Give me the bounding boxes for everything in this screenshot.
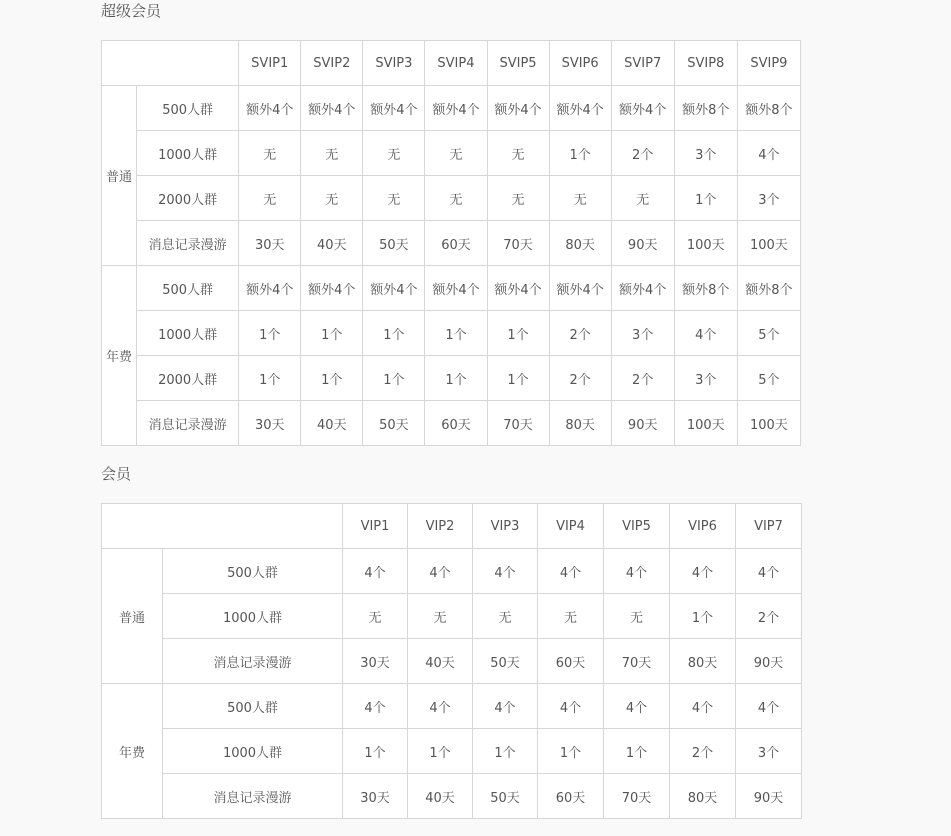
column-header: SVIP6 bbox=[549, 41, 611, 86]
table-cell: 1个 bbox=[425, 311, 487, 356]
table-cell: 70天 bbox=[604, 774, 670, 819]
table-cell: 4个 bbox=[473, 549, 538, 594]
row-label: 2000人群 bbox=[137, 356, 239, 401]
row-label: 500人群 bbox=[163, 684, 343, 729]
row-label: 1000人群 bbox=[137, 131, 239, 176]
table-cell: 40天 bbox=[408, 774, 473, 819]
table-cell: 30天 bbox=[343, 774, 408, 819]
table-row bbox=[102, 401, 801, 446]
table-cell: 3个 bbox=[611, 311, 674, 356]
table-cell: 额外4个 bbox=[425, 86, 487, 131]
table-cell: 100天 bbox=[737, 221, 800, 266]
table-cell: 70天 bbox=[487, 221, 549, 266]
table-cell: 50天 bbox=[473, 774, 538, 819]
table-cell: 1个 bbox=[487, 311, 549, 356]
table-cell: 额外4个 bbox=[549, 266, 611, 311]
row-label: 1000人群 bbox=[163, 729, 343, 774]
table-cell: 无 bbox=[549, 176, 611, 221]
row-label: 500人群 bbox=[137, 86, 239, 131]
table-cell: 无 bbox=[301, 176, 363, 221]
table-cell: 1个 bbox=[239, 356, 301, 401]
column-header: SVIP8 bbox=[674, 41, 737, 86]
column-header: SVIP5 bbox=[487, 41, 549, 86]
table-cell: 1个 bbox=[425, 356, 487, 401]
table-cell: 额外4个 bbox=[239, 266, 301, 311]
svip-table bbox=[101, 40, 801, 446]
table-cell: 额外8个 bbox=[674, 86, 737, 131]
table-cell: 无 bbox=[239, 176, 301, 221]
table-cell: 4个 bbox=[408, 684, 473, 729]
table-cell: 4个 bbox=[670, 549, 736, 594]
table-cell: 1个 bbox=[301, 356, 363, 401]
table-row bbox=[102, 86, 801, 131]
table-cell: 1个 bbox=[363, 311, 425, 356]
table-cell: 30天 bbox=[343, 639, 408, 684]
table-cell: 无 bbox=[538, 594, 604, 639]
table-cell: 额外8个 bbox=[674, 266, 737, 311]
table-cell: 额外4个 bbox=[611, 266, 674, 311]
table-cell: 60天 bbox=[425, 221, 487, 266]
table-cell: 1个 bbox=[604, 729, 670, 774]
table-cell: 1个 bbox=[674, 176, 737, 221]
column-header: VIP1 bbox=[343, 504, 408, 549]
table-cell: 1个 bbox=[363, 356, 425, 401]
column-header: SVIP1 bbox=[239, 41, 301, 86]
table-cell: 4个 bbox=[343, 549, 408, 594]
column-header: VIP5 bbox=[604, 504, 670, 549]
group-label: 普通 bbox=[102, 86, 137, 266]
table-cell: 无 bbox=[487, 176, 549, 221]
table-cell: 70天 bbox=[604, 639, 670, 684]
table-cell: 5个 bbox=[737, 311, 800, 356]
table-cell: 额外4个 bbox=[363, 86, 425, 131]
table-cell: 额外4个 bbox=[301, 86, 363, 131]
table-cell: 90天 bbox=[611, 221, 674, 266]
group-label: 年费 bbox=[102, 684, 163, 819]
table-cell: 1个 bbox=[343, 729, 408, 774]
table-cell: 额外4个 bbox=[611, 86, 674, 131]
header-row bbox=[102, 504, 802, 549]
table-cell: 额外4个 bbox=[301, 266, 363, 311]
table-row bbox=[102, 311, 801, 356]
table-cell: 4个 bbox=[736, 684, 802, 729]
table-row bbox=[102, 774, 802, 819]
group-label: 普通 bbox=[102, 549, 163, 684]
table-row bbox=[102, 131, 801, 176]
table-cell: 无 bbox=[473, 594, 538, 639]
table-cell: 1个 bbox=[487, 356, 549, 401]
table-cell: 90天 bbox=[611, 401, 674, 446]
table-row bbox=[102, 221, 801, 266]
row-label: 500人群 bbox=[163, 549, 343, 594]
table-cell: 60天 bbox=[538, 774, 604, 819]
table-cell: 无 bbox=[363, 131, 425, 176]
corner-cell bbox=[102, 41, 239, 86]
svip-section-title: 超级会员 bbox=[101, 2, 162, 20]
group-label: 年费 bbox=[102, 266, 137, 446]
table-cell: 额外4个 bbox=[363, 266, 425, 311]
column-header: SVIP3 bbox=[363, 41, 425, 86]
table-cell: 额外4个 bbox=[487, 86, 549, 131]
row-label: 消息记录漫游 bbox=[163, 774, 343, 819]
table-cell: 2个 bbox=[611, 356, 674, 401]
corner-cell bbox=[102, 504, 343, 549]
table-cell: 无 bbox=[487, 131, 549, 176]
row-label: 消息记录漫游 bbox=[137, 401, 239, 446]
vip-section-title: 会员 bbox=[101, 465, 132, 483]
column-header: SVIP9 bbox=[737, 41, 800, 86]
row-label: 1000人群 bbox=[163, 594, 343, 639]
table-cell: 4个 bbox=[737, 131, 800, 176]
row-label: 消息记录漫游 bbox=[163, 639, 343, 684]
table-cell: 50天 bbox=[363, 401, 425, 446]
table-cell: 100天 bbox=[674, 401, 737, 446]
table-cell: 4个 bbox=[736, 549, 802, 594]
table-cell: 1个 bbox=[549, 131, 611, 176]
table-row bbox=[102, 356, 801, 401]
row-label: 2000人群 bbox=[137, 176, 239, 221]
table-cell: 80天 bbox=[670, 639, 736, 684]
table-cell: 1个 bbox=[239, 311, 301, 356]
column-header: SVIP4 bbox=[425, 41, 487, 86]
table-cell: 4个 bbox=[538, 684, 604, 729]
table-cell: 额外4个 bbox=[549, 86, 611, 131]
table-cell: 3个 bbox=[737, 176, 800, 221]
table-cell: 3个 bbox=[736, 729, 802, 774]
table-cell: 4个 bbox=[538, 549, 604, 594]
table-row bbox=[102, 266, 801, 311]
table-cell: 无 bbox=[301, 131, 363, 176]
column-header: VIP7 bbox=[736, 504, 802, 549]
table-cell: 50天 bbox=[473, 639, 538, 684]
table-cell: 60天 bbox=[425, 401, 487, 446]
table-cell: 1个 bbox=[538, 729, 604, 774]
table-cell: 5个 bbox=[737, 356, 800, 401]
table-cell: 4个 bbox=[604, 549, 670, 594]
table-cell: 4个 bbox=[408, 549, 473, 594]
table-row bbox=[102, 594, 802, 639]
vip-table bbox=[101, 503, 802, 819]
table-cell: 90天 bbox=[736, 639, 802, 684]
table-row bbox=[102, 684, 802, 729]
table-cell: 2个 bbox=[670, 729, 736, 774]
column-header: SVIP2 bbox=[301, 41, 363, 86]
row-label: 1000人群 bbox=[137, 311, 239, 356]
column-header: VIP6 bbox=[670, 504, 736, 549]
table-cell: 60天 bbox=[538, 639, 604, 684]
table-cell: 30天 bbox=[239, 401, 301, 446]
table-cell: 80天 bbox=[549, 401, 611, 446]
row-label: 消息记录漫游 bbox=[137, 221, 239, 266]
table-cell: 1个 bbox=[301, 311, 363, 356]
column-header: VIP2 bbox=[408, 504, 473, 549]
header-row bbox=[102, 41, 801, 86]
table-cell: 额外8个 bbox=[737, 86, 800, 131]
table-cell: 100天 bbox=[737, 401, 800, 446]
table-cell: 无 bbox=[363, 176, 425, 221]
table-cell: 3个 bbox=[674, 356, 737, 401]
table-cell: 4个 bbox=[343, 684, 408, 729]
table-cell: 无 bbox=[604, 594, 670, 639]
table-cell: 50天 bbox=[363, 221, 425, 266]
table-cell: 70天 bbox=[487, 401, 549, 446]
column-header: VIP4 bbox=[538, 504, 604, 549]
table-cell: 30天 bbox=[239, 221, 301, 266]
table-row bbox=[102, 639, 802, 684]
table-cell: 无 bbox=[239, 131, 301, 176]
table-cell: 无 bbox=[343, 594, 408, 639]
table-cell: 2个 bbox=[611, 131, 674, 176]
row-label: 500人群 bbox=[137, 266, 239, 311]
table-cell: 40天 bbox=[301, 401, 363, 446]
table-cell: 4个 bbox=[473, 684, 538, 729]
table-cell: 额外4个 bbox=[425, 266, 487, 311]
table-row bbox=[102, 549, 802, 594]
table-cell: 额外4个 bbox=[487, 266, 549, 311]
table-cell: 3个 bbox=[674, 131, 737, 176]
table-cell: 额外8个 bbox=[737, 266, 800, 311]
table-cell: 1个 bbox=[408, 729, 473, 774]
table-cell: 无 bbox=[408, 594, 473, 639]
table-cell: 40天 bbox=[408, 639, 473, 684]
table-cell: 2个 bbox=[549, 311, 611, 356]
table-row bbox=[102, 729, 802, 774]
table-cell: 2个 bbox=[736, 594, 802, 639]
table-cell: 40天 bbox=[301, 221, 363, 266]
table-cell: 1个 bbox=[473, 729, 538, 774]
table-cell: 4个 bbox=[674, 311, 737, 356]
table-row bbox=[102, 176, 801, 221]
table-cell: 80天 bbox=[670, 774, 736, 819]
table-cell: 80天 bbox=[549, 221, 611, 266]
column-header: VIP3 bbox=[473, 504, 538, 549]
table-cell: 1个 bbox=[670, 594, 736, 639]
table-cell: 4个 bbox=[604, 684, 670, 729]
table-cell: 无 bbox=[611, 176, 674, 221]
table-cell: 100天 bbox=[674, 221, 737, 266]
table-cell: 2个 bbox=[549, 356, 611, 401]
table-cell: 90天 bbox=[736, 774, 802, 819]
table-cell: 无 bbox=[425, 176, 487, 221]
table-cell: 额外4个 bbox=[239, 86, 301, 131]
table-cell: 4个 bbox=[670, 684, 736, 729]
column-header: SVIP7 bbox=[611, 41, 674, 86]
table-cell: 无 bbox=[425, 131, 487, 176]
